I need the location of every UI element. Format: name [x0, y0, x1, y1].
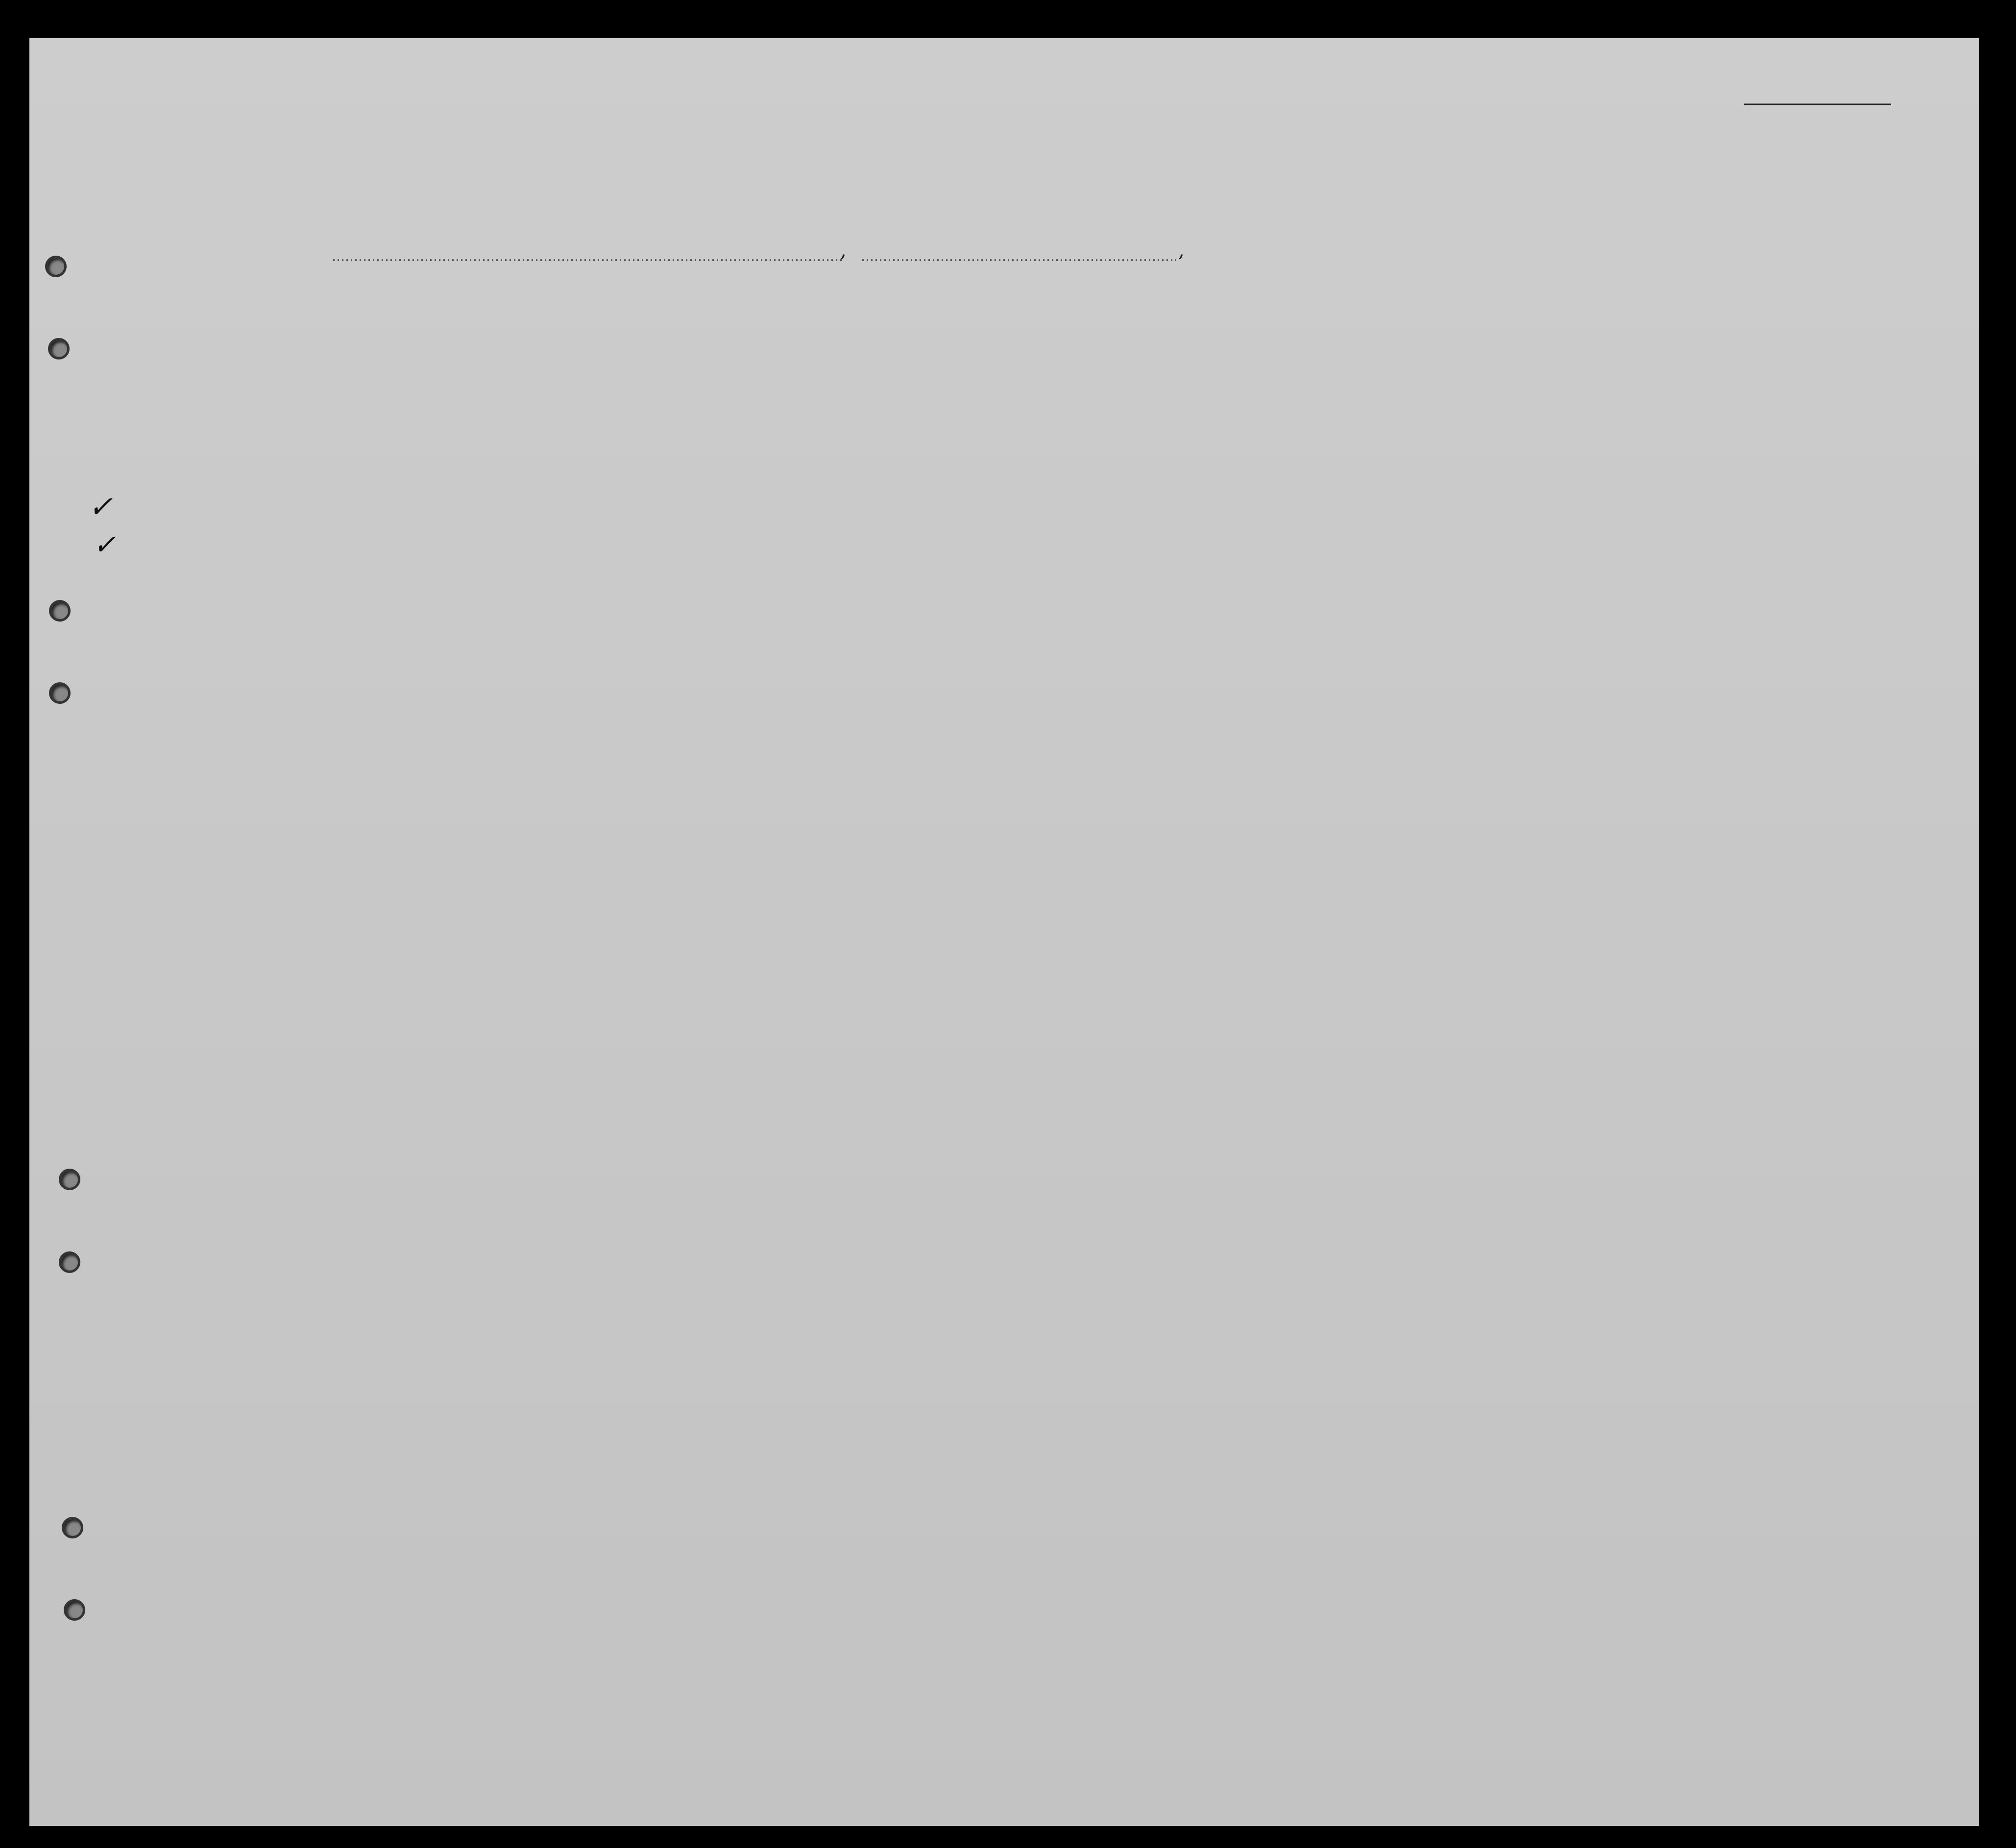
- checkmark: ✓: [93, 529, 116, 561]
- comma: ,: [1178, 239, 1185, 262]
- comma: ,: [840, 239, 847, 262]
- checkmark: ✓: [88, 490, 113, 524]
